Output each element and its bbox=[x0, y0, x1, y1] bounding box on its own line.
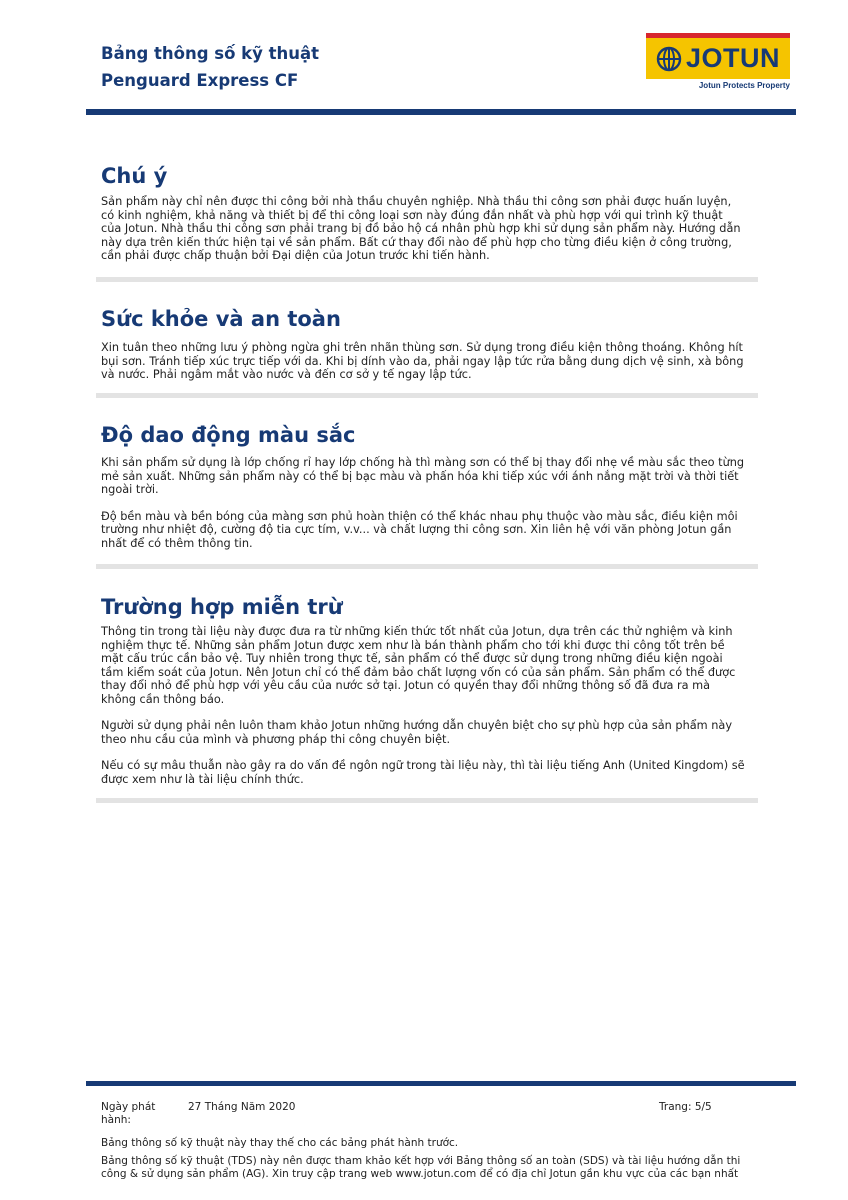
logo-yellow-panel bbox=[646, 38, 790, 79]
section-heading: Trường hợp miễn trừ bbox=[101, 595, 343, 619]
product-name: Penguard Express CF bbox=[101, 71, 299, 90]
section-paragraph: Người sử dụng phải nên luôn tham khảo Jotun những hướng dẫn chuyên biệt cho sự phù hợp của sản phẩm này theo nhu cầu của mình và phương pháp thi công chuyên biệt. bbox=[101, 719, 733, 746]
logo-tagline: Jotun Protects Property bbox=[698, 81, 790, 90]
section-color-variation bbox=[101, 422, 746, 550]
footer-rule bbox=[86, 1081, 796, 1086]
jotun-logo bbox=[646, 33, 790, 91]
doc-type: Bảng thông số kỹ thuật bbox=[101, 44, 320, 63]
section-paragraph: Khi sản phẩm sử dụng là lớp chống rỉ hay lớp chống hà thì màng sơn có thể bị thay đổi nhẹ về màu sắc theo từng mẻ sản xuất. Những sản phẩm này có thể bị bạc màu và phấn hóa khi tiếp xúc với ánh nắng mặt trời và thời tiết ngoài trời. bbox=[101, 456, 745, 496]
issue-label-line2: hành: bbox=[101, 1114, 131, 1126]
section-attention bbox=[101, 163, 746, 263]
footer-note-replacement: Bảng thông số kỹ thuật này thay thế cho các bảng phát hành trước. bbox=[101, 1137, 459, 1149]
section-paragraph: Sản phẩm này chỉ nên được thi công bởi nhà thầu chuyên nghiệp. Nhà thầu thi công sơn phải được huấn luyện, có kinh nghiệm, khả năng và thiết bị để thi công loại sơn này đúng đắn nhất và phù hợp với qui trình kỹ thuật của Jotun. Nhà thầu thi công sơn phải trang bị đồ bảo hộ cá nhân phù hợp khi sử dụng sản phẩm này. Hướng dẫn này dựa trên kiến thức hiện tại về sản phẩm. Bất cứ thay đổi nào để phù hợp cho từng điều kiện ở công trường, cần phải được chấp thuận bởi Đại diện của Jotun trước khi tiến hành. bbox=[101, 195, 741, 262]
section-paragraph: Thông tin trong tài liệu này được đưa ra từ những kiến thức tốt nhất của Jotun, dựa trên các thử nghiệm và kinh nghiệm thực tế. Những sản phẩm Jotun được xem như là bán thành phẩm cho tới khi được thi công tốt trên bề mặt cấu trúc cần bảo vệ. Tuy nhiên trong thực tế, sản phẩm có thể được sử dụng trong những điều kiện ngoài tầm kiểm soát của Jotun. Nên Jotun chỉ có thể đảm bảo chất lượng vốn có của sản phẩm. Sản phẩm có thể được thay đổi nhỏ để phù hợp với yêu cầu của nước sở tại. Jotun có quyền thay đổi những thông số đã đưa ra mà không cần thông báo. bbox=[101, 625, 736, 706]
logo-wordmark: JOTUN bbox=[685, 43, 780, 73]
section-paragraph: Độ bền màu và bền bóng của màng sơn phủ hoàn thiện có thể khác nhau phụ thuộc vào màu sắc, điều kiện môi trường như nhiệt độ, cường độ tia cực tím, v.v... và chất lượng thi công sơn. Xin liên hệ với văn phòng Jotun gần nhất để có thêm thông tin. bbox=[101, 509, 738, 550]
section-health-safety bbox=[101, 306, 746, 382]
section-paragraph: Nếu có sự mâu thuẫn nào gây ra do vấn đề ngôn ngữ trong tài liệu này, thì tài liệu tiếng Anh (United Kingdom) sẽ được xem như là tài liệu chính thức. bbox=[101, 759, 745, 786]
section-heading: Sức khỏe và an toàn bbox=[101, 307, 341, 331]
footer-note-reference bbox=[101, 1155, 761, 1181]
issue-label-line1: Ngày phát bbox=[101, 1101, 156, 1113]
section-heading: Độ dao động màu sắc bbox=[101, 423, 356, 447]
section-divider bbox=[96, 277, 758, 282]
section-divider bbox=[96, 798, 758, 803]
section-divider bbox=[96, 564, 758, 569]
page-number: Trang: 5/5 bbox=[659, 1101, 712, 1113]
section-disclaimer bbox=[101, 594, 746, 786]
footer-note-line1: Bảng thông số kỹ thuật (TDS) này nên được tham khảo kết hợp với Bảng thông số an toàn (SDS) và tài liệu hướng dẫn thi bbox=[101, 1155, 741, 1167]
issue-date: 27 Tháng Năm 2020 bbox=[188, 1101, 296, 1113]
section-paragraph: Xin tuân theo những lưu ý phòng ngừa ghi trên nhãn thùng sơn. Sử dụng trong điều kiện thông thoáng. Không hít bụi sơn. Tránh tiếp xúc trực tiếp với da. Khi bị dính vào da, phải ngay lập tức rửa bằng dung dịch vệ sinh, xà bông và nước. Phải ngâm mắt vào nước và đến cơ sở y tế ngay lập tức. bbox=[101, 341, 744, 381]
globe-icon bbox=[656, 46, 682, 72]
section-divider bbox=[96, 393, 758, 398]
document-title bbox=[101, 40, 319, 94]
section-heading: Chú ý bbox=[101, 164, 168, 188]
footer-note-line2: công & sử dụng sản phẩm (AG). Xin truy cập trang web www.jotun.com để có địa chỉ Jotun gần khu vực của các bạn nhất bbox=[101, 1168, 739, 1180]
header-rule bbox=[86, 109, 796, 115]
issue-date-label bbox=[101, 1101, 155, 1127]
